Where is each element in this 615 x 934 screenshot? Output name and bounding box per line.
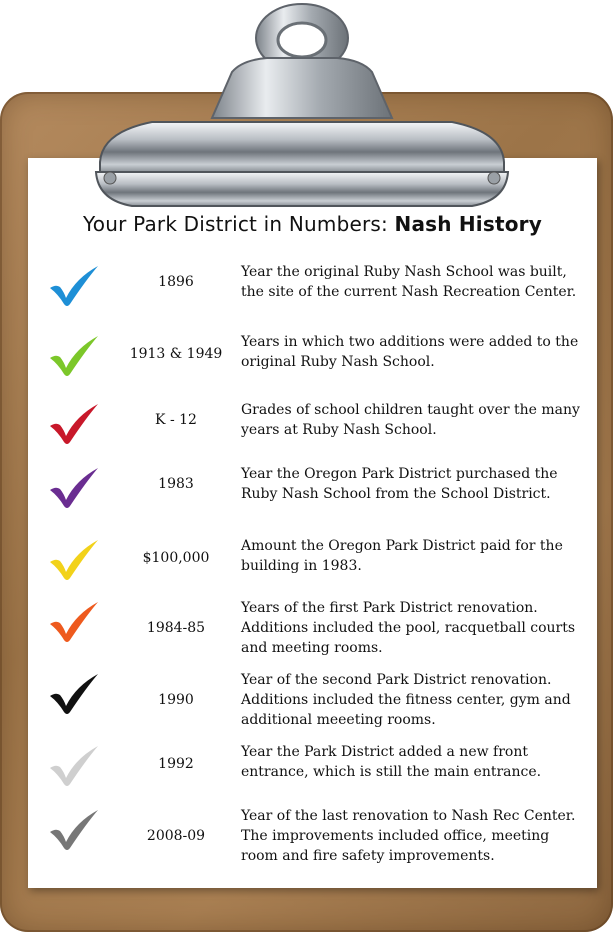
list-item — [28, 262, 597, 328]
item-value: 1992 — [158, 756, 194, 772]
item-value: 1896 — [158, 274, 194, 290]
checkmark-icon — [48, 806, 100, 852]
item-value: $100,000 — [142, 550, 210, 566]
list-item — [28, 670, 597, 736]
list-item — [28, 332, 597, 398]
checkmark-icon — [48, 464, 100, 510]
list-item — [28, 464, 597, 530]
item-value: 1913 & 1949 — [129, 346, 223, 362]
checkmark-icon — [48, 536, 100, 582]
item-value: 1983 — [158, 476, 194, 492]
item-description: Years in which two additions were added to the original Ruby Nash School. — [241, 334, 579, 370]
item-value: 1990 — [158, 692, 194, 708]
item-description: Year the Park District added a new front entrance, which is still the main entrance. — [241, 744, 542, 780]
page-title: Your Park District in Numbers: Nash History — [83, 212, 542, 236]
list-item — [28, 742, 597, 808]
item-description: Grades of school children taught over the many years at Ruby Nash School. — [241, 402, 580, 438]
item-value: 1984-85 — [146, 620, 206, 636]
item-description: Years of the first Park District renovation. Additions included the pool, racquetball courts and meeting rooms. — [241, 600, 576, 656]
list-item — [28, 806, 597, 872]
item-value: 2008-09 — [146, 828, 206, 844]
checkmark-icon — [48, 742, 100, 788]
checkmark-icon — [48, 598, 100, 644]
item-description: Amount the Oregon Park District paid for the building in 1983. — [241, 538, 563, 574]
list-item — [28, 536, 597, 602]
item-description: Year the Oregon Park District purchased the Ruby Nash School from the School District. — [241, 466, 558, 502]
item-description: Year of the last renovation to Nash Rec Center. The improvements included office, meeting room and fire safety improvements. — [241, 808, 576, 864]
checkmark-icon — [48, 670, 100, 716]
checkmark-icon — [48, 332, 100, 378]
checkmark-icon — [48, 262, 100, 308]
item-value: K - 12 — [155, 412, 197, 428]
list-item — [28, 598, 597, 664]
checkmark-icon — [48, 400, 100, 446]
item-description: Year of the second Park District renovation. Additions included the fitness center, gym and additional meeeting rooms. — [241, 672, 571, 728]
list-item — [28, 400, 597, 466]
metal-clip-icon — [92, 0, 512, 210]
item-description: Year the original Ruby Nash School was built, the site of the current Nash Recreation Center. — [241, 264, 577, 300]
